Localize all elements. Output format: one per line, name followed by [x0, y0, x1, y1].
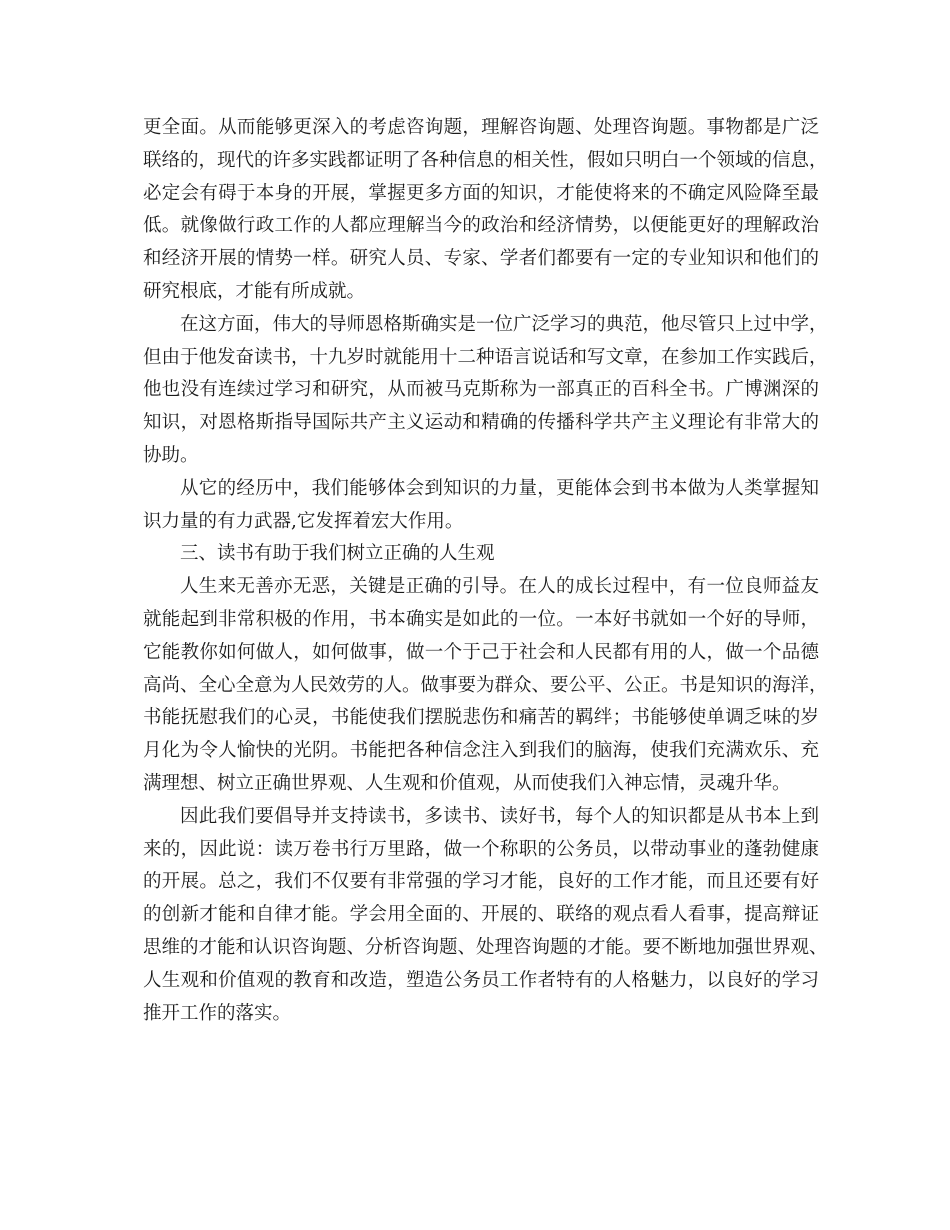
- paragraph-line: 的创新才能和自律才能。学会用全面的、开展的、联络的观点看人看事，提高辩证: [143, 904, 819, 926]
- paragraph-line: 书能抚慰我们的心灵，书能使我们摆脱悲伤和痛苦的羁绊；书能够使单调乏味的岁: [143, 707, 819, 729]
- paragraph-line: 知识，对恩格斯指导国际共产主义运动和精确的传播科学共产主义理论有非常大的: [143, 412, 819, 434]
- paragraph-line: 就能起到非常积极的作用，书本确实是如此的一位。一本好书就如一个好的导师，: [143, 608, 819, 630]
- paragraph-line: 的开展。总之，我们不仅要有非常强的学习才能，良好的工作才能，而且还要有好: [143, 871, 819, 893]
- paragraph-first-line: 从它的经历中，我们能够体会到知识的力量，更能体会到书本做为人类掌握知: [180, 477, 819, 499]
- paragraph-line: 研究根底，才能有所成就。: [143, 280, 366, 302]
- paragraph-line: 识力量的有力武器,它发挥着宏大作用。: [143, 510, 464, 532]
- paragraph-first-line: 人生来无善亦无恶，关键是正确的引导。在人的成长过程中，有一位良师益友: [180, 576, 819, 598]
- paragraph-line: 更全面。从而能够更深入的考虑咨询题，理解咨询题、处理咨询题。事物都是广泛: [143, 117, 819, 138]
- paragraph-first-line: 因此我们要倡导并支持读书，多读书、读好书，每个人的知识都是从书本上到: [180, 805, 819, 827]
- paragraph-line: 月化为令人愉快的光阴。书能把各种信念注入到我们的脑海，使我们充满欢乐、充: [143, 740, 819, 762]
- paragraph-first-line: 在这方面，伟大的导师恩格斯确实是一位广泛学习的典范，他尽管只上过中学，: [180, 313, 828, 335]
- paragraph-line: 它能教你如何做人，如何做事，做一个于己于社会和人民都有用的人，做一个品德: [143, 641, 819, 663]
- paragraph-line: 思维的才能和认识咨询题、分析咨询题、处理咨询题的才能。要不断地加强世界观、: [143, 936, 828, 958]
- paragraph-line: 他也没有连续过学习和研究，从而被马克斯称为一部真正的百科全书。广博渊深的: [143, 379, 819, 401]
- document-body: [143, 112, 828, 1030]
- paragraph-line: 必定会有碍于本身的开展，掌握更多方面的知识，才能使将来的不确定风险降至最: [143, 182, 819, 204]
- paragraph-first-line: 三、读书有助于我们树立正确的人生观: [180, 543, 495, 565]
- paragraph-line: 低。就像做行政工作的人都应理解当今的政治和经济情势，以便能更好的理解政治: [143, 215, 819, 237]
- paragraph-line: 来的，因此说：读万卷书行万里路，做一个称职的公务员，以带动事业的蓬勃健康: [143, 838, 819, 860]
- paragraph-line: 推开工作的落实。: [143, 1002, 292, 1024]
- paragraph-line: 和经济开展的情势一样。研究人员、专家、学者们都要有一定的专业知识和他们的: [143, 248, 819, 270]
- paragraph-line: 高尚、全心全意为人民效劳的人。做事要为群众、要公平、公正。书是知识的海洋，: [143, 674, 828, 696]
- paragraph-line: 协助。: [143, 444, 199, 466]
- paragraph-line: 联络的，现代的许多实践都证明了各种信息的相关性，假如只明白一个领域的信息，: [143, 149, 828, 171]
- paragraph-line: 但由于他发奋读书，十九岁时就能用十二种语言说话和写文章，在参加工作实践后，: [143, 346, 828, 368]
- paragraph-line: 满理想、树立正确世界观、人生观和价值观，从而使我们入神忘情，灵魂升华。: [143, 772, 791, 794]
- paragraph-line: 人生观和价值观的教育和改造，塑造公务员工作者特有的人格魅力，以良好的学习: [143, 969, 819, 991]
